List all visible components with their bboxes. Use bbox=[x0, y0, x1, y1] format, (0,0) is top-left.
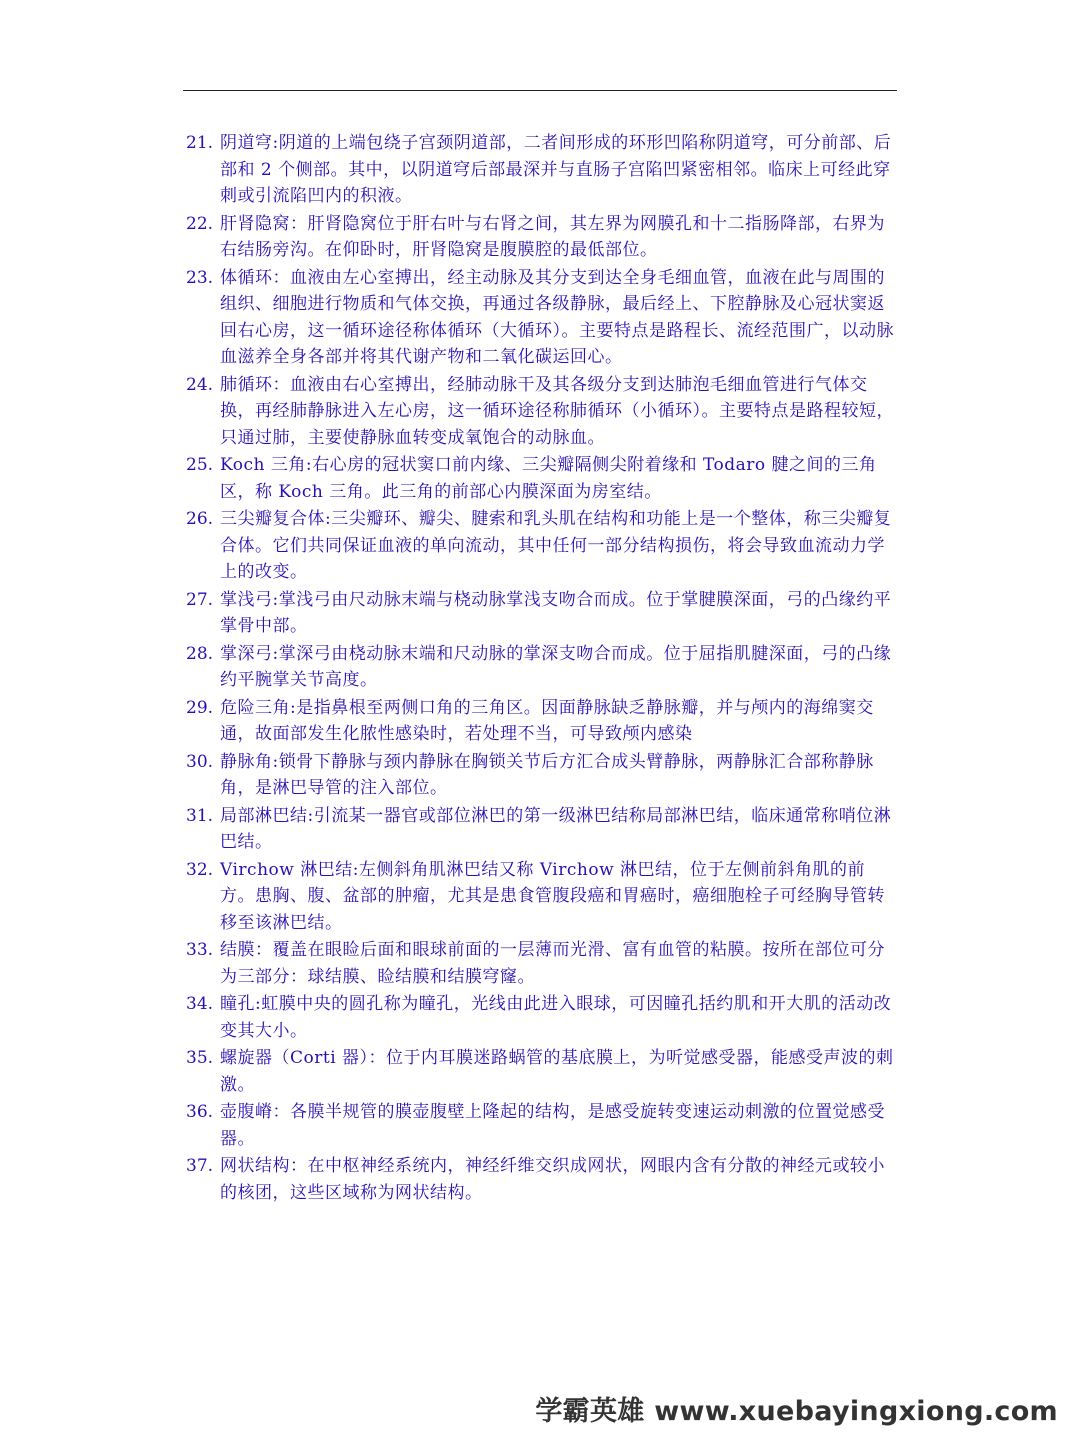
list-item bbox=[183, 1099, 898, 1152]
item-text: 肝肾隐窝：肝肾隐窝位于肝右叶与右肾之间，其左界为网膜孔和十二指肠降部，右界为右结肠旁沟。在仰卧时，肝肾隐窝是腹膜腔的最低部位。 bbox=[220, 213, 885, 260]
item-text: 螺旋器（Corti 器）：位于内耳膜迷路蜗管的基底膜上，为听觉感受器，能感受声波的刺激。 bbox=[220, 1048, 894, 1095]
item-number: 21. bbox=[186, 133, 214, 153]
list-item bbox=[183, 587, 898, 640]
list-item bbox=[183, 1153, 898, 1206]
list-item bbox=[183, 641, 898, 694]
item-number: 26. bbox=[186, 509, 214, 529]
item-number: 33. bbox=[186, 940, 214, 960]
item-text: 瞳孔:虹膜中央的圆孔称为瞳孔，光线由此进入眼球，可因瞳孔括约肌和开大肌的活动改变其大小。 bbox=[220, 994, 892, 1041]
list-item bbox=[183, 803, 898, 856]
item-text: 结膜：覆盖在眼睑后面和眼球前面的一层薄而光滑、富有血管的粘膜。按所在部位可分为三部分：球结膜、睑结膜和结膜穹窿。 bbox=[220, 940, 885, 987]
item-number: 37. bbox=[186, 1156, 214, 1176]
list-item bbox=[183, 857, 898, 937]
list-item bbox=[183, 211, 898, 264]
watermark: 学霸英雄 www.xuebayingxiong.com bbox=[535, 1396, 1058, 1427]
item-number: 30. bbox=[186, 751, 214, 772]
item-number: 29. bbox=[186, 697, 214, 718]
list-item bbox=[183, 130, 898, 210]
list-item bbox=[183, 372, 898, 452]
item-number: 35. bbox=[186, 1048, 214, 1068]
item-number: 22. bbox=[186, 213, 214, 234]
item-number: 32. bbox=[186, 859, 214, 880]
item-number: 25. bbox=[186, 455, 214, 475]
item-text: 危险三角:是指鼻根至两侧口角的三角区。因面静脉缺乏静脉瓣，并与颅内的海绵窦交通，故面部发生化脓性感染时，若处理不当，可导致颅内感染 bbox=[220, 697, 874, 744]
item-text: 体循环：血液由左心室搏出，经主动脉及其分支到达全身毛细血管，血液在此与周围的组织、细胞进行物质和气体交换，再通过各级静脉，最后经上、下腔静脉及心冠状窦返回右心房，这一循环途径称体循环（大循环）。主要特点是路程长、流经范围广，以动脉血滋养全身各部并将其代谢产物和二氧化碳运回心。 bbox=[220, 267, 894, 367]
item-text: Koch 三角:右心房的冠状窦口前内缘、三尖瓣隔侧尖附着缘和 Todaro 腱之间的三角区，称 Koch 三角。此三角的前部心内膜深面为房室结。 bbox=[220, 455, 877, 502]
item-text: 阴道穹:阴道的上端包绕子宫颈阴道部，二者间形成的环形凹陷称阴道穹，可分前部、后部和 2 个侧部。其中，以阴道穹后部最深并与直肠子宫陷凹紧密相邻。临床上可经此穿刺或引流陷凹内的积液。 bbox=[220, 133, 892, 206]
item-text: Virchow 淋巴结:左侧斜角肌淋巴结又称 Virchow 淋巴结，位于左侧前斜角肌的前方。患胸、腹、盆部的肿瘤，尤其是患食管腹段癌和胃癌时，癌细胞栓子可经胸导管转移至该淋巴结。 bbox=[220, 859, 885, 933]
item-number: 27. bbox=[186, 589, 214, 610]
item-text: 肺循环：血液由右心室搏出，经肺动脉干及其各级分支到达肺泡毛细血管进行气体交换，再经肺静脉进入左心房，这一循环途径称肺循环（小循环）。主要特点是路程较短，只通过肺，主要使静脉血转变成氧饱合的动脉血。 bbox=[220, 374, 894, 448]
list-item bbox=[183, 1045, 898, 1098]
item-text: 网状结构：在中枢神经系统内，神经纤维交织成网状，网眼内含有分散的神经元或较小的核团，这些区域称为网状结构。 bbox=[220, 1156, 885, 1203]
item-number: 34. bbox=[186, 994, 214, 1014]
item-text: 静脉角:锁骨下静脉与颈内静脉在胸锁关节后方汇合成头臂静脉，两静脉汇合部称静脉角，是淋巴导管的注入部位。 bbox=[220, 751, 874, 798]
item-number: 28. bbox=[186, 643, 214, 664]
definition-list bbox=[183, 130, 898, 1207]
item-text: 局部淋巴结:引流某一器官或部位淋巴的第一级淋巴结称局部淋巴结，临床通常称哨位淋巴结。 bbox=[220, 805, 892, 852]
item-text: 掌浅弓:掌浅弓由尺动脉末端与桡动脉掌浅支吻合而成。位于掌腱膜深面，弓的凸缘约平掌骨中部。 bbox=[220, 589, 892, 636]
list-item bbox=[183, 937, 898, 990]
item-number: 23. bbox=[186, 267, 214, 288]
list-item bbox=[183, 749, 898, 802]
item-text: 壶腹嵴：各膜半规管的膜壶腹壁上隆起的结构，是感受旋转变速运动刺激的位置觉感受器。 bbox=[220, 1102, 885, 1149]
item-text: 三尖瓣复合体:三尖瓣环、瓣尖、腱索和乳头肌在结构和功能上是一个整体，称三尖瓣复合体。它们共同保证血液的单向流动，其中任何一部分结构损伤，将会导致血流动力学上的改变。 bbox=[220, 509, 892, 582]
list-item bbox=[183, 265, 898, 371]
header-rule bbox=[183, 90, 897, 91]
item-text: 掌深弓:掌深弓由桡动脉末端和尺动脉的掌深支吻合而成。位于屈指肌腱深面，弓的凸缘约平腕掌关节高度。 bbox=[220, 643, 892, 690]
list-item bbox=[183, 452, 898, 505]
item-number: 36. bbox=[186, 1102, 214, 1122]
list-item bbox=[183, 695, 898, 748]
item-number: 24. bbox=[186, 374, 214, 395]
list-item bbox=[183, 991, 898, 1044]
list-item bbox=[183, 506, 898, 586]
item-number: 31. bbox=[186, 805, 214, 826]
